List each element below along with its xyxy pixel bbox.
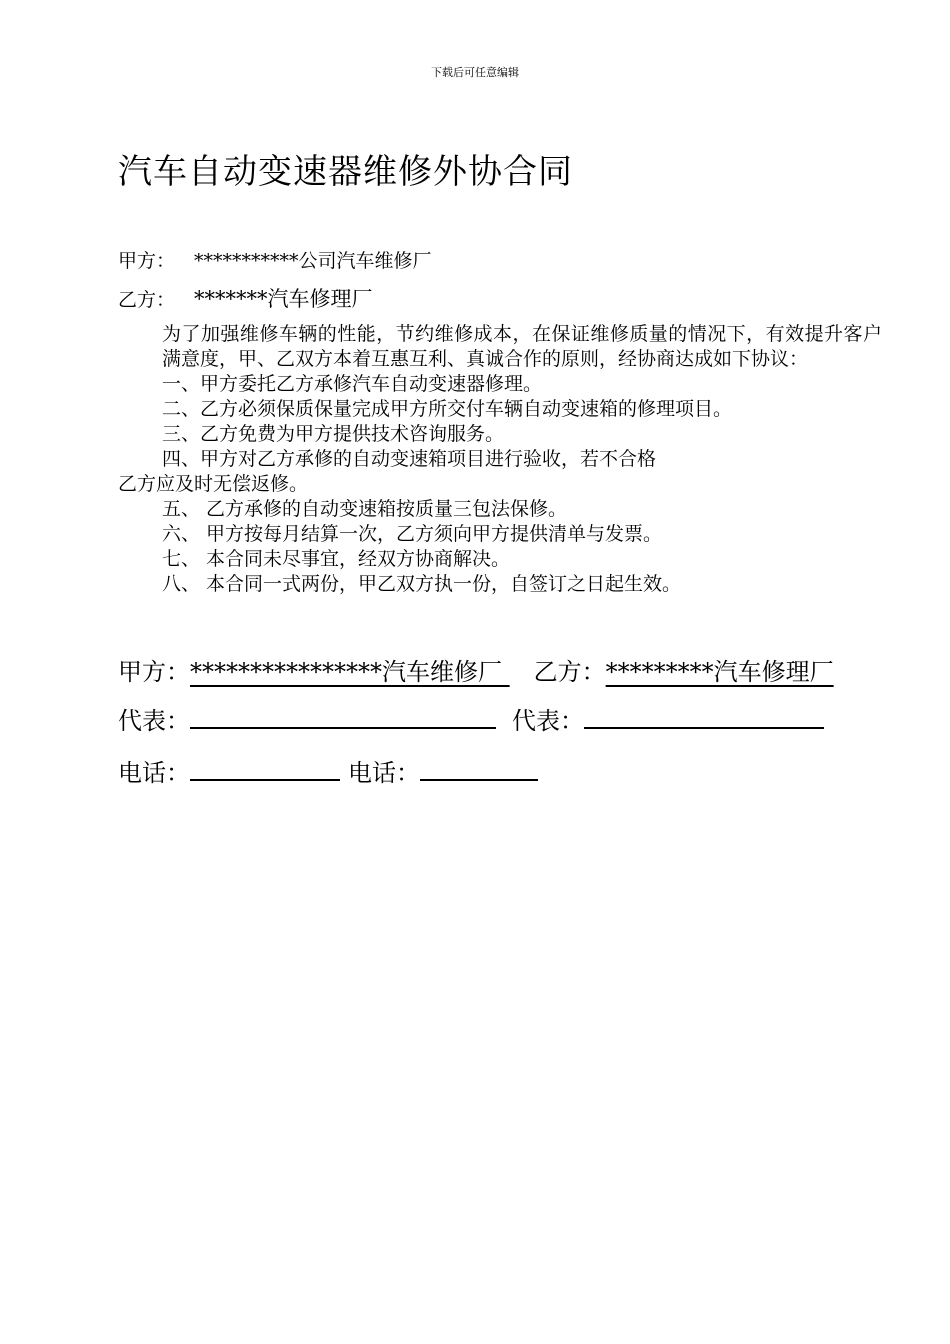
clause-2: 二、乙方必须保质保量完成甲方所交付车辆自动变速箱的修理项目。 <box>162 398 733 420</box>
phone-b-label: 电话： <box>348 759 420 787</box>
document-title: 汽车自动变速器维修外协合同 <box>118 152 573 192</box>
clause-4-continued: 乙方应及时无偿返修。 <box>118 473 309 495</box>
rep-b-blank[interactable] <box>584 705 824 729</box>
clause-6: 六、 甲方按每月结算一次，乙方须向甲方提供清单与发票。 <box>162 523 663 545</box>
party-a-label: 甲方： <box>118 250 176 272</box>
clause-7: 七、 本合同未尽事宜，经双方协商解决。 <box>162 548 511 570</box>
contract-body <box>118 322 882 597</box>
signature-rep-row <box>118 705 824 737</box>
signature-b-value: *********汽车修理厂 <box>605 658 834 686</box>
clause-5: 五、 乙方承修的自动变速箱按质量三包法保修。 <box>162 498 568 520</box>
intro-paragraph: 为了加强维修车辆的性能，节约维修成本，在保证维修质量的情况下，有效提升客户满意度，甲、乙双方本着互惠互利、真诚合作的原则，经协商达成如下协议： <box>162 323 882 370</box>
signature-b-label: 乙方： <box>533 658 606 686</box>
phone-a-label: 电话： <box>118 759 190 787</box>
rep-a-label: 代表： <box>118 707 190 735</box>
party-b-line <box>118 286 373 313</box>
clause-4: 四、甲方对乙方承修的自动变速箱项目进行验收，若不合格 <box>162 448 657 470</box>
party-b-label: 乙方： <box>118 289 176 311</box>
clause-1: 一、甲方委托乙方承修汽车自动变速器修理。 <box>162 373 543 395</box>
phone-b-blank[interactable] <box>420 757 538 781</box>
signature-party-row <box>118 656 834 688</box>
clause-8: 八、 本合同一式两份，甲乙双方执一份，自签订之日起生效。 <box>162 573 682 595</box>
signature-a-value: ****************汽车维修厂 <box>190 658 502 686</box>
phone-a-blank[interactable] <box>190 757 340 781</box>
rep-b-label: 代表： <box>512 707 584 735</box>
party-b-value: *******汽车修理厂 <box>194 287 373 311</box>
party-a-value: ***********公司汽车维修厂 <box>194 250 432 272</box>
clause-3: 三、乙方免费为甲方提供技术咨询服务。 <box>162 423 505 445</box>
party-a-line <box>118 248 432 274</box>
header-note: 下载后可任意编辑 <box>431 66 519 79</box>
signature-a-label: 甲方： <box>118 658 190 686</box>
signature-phone-row <box>118 757 538 789</box>
rep-a-blank[interactable] <box>190 705 496 729</box>
